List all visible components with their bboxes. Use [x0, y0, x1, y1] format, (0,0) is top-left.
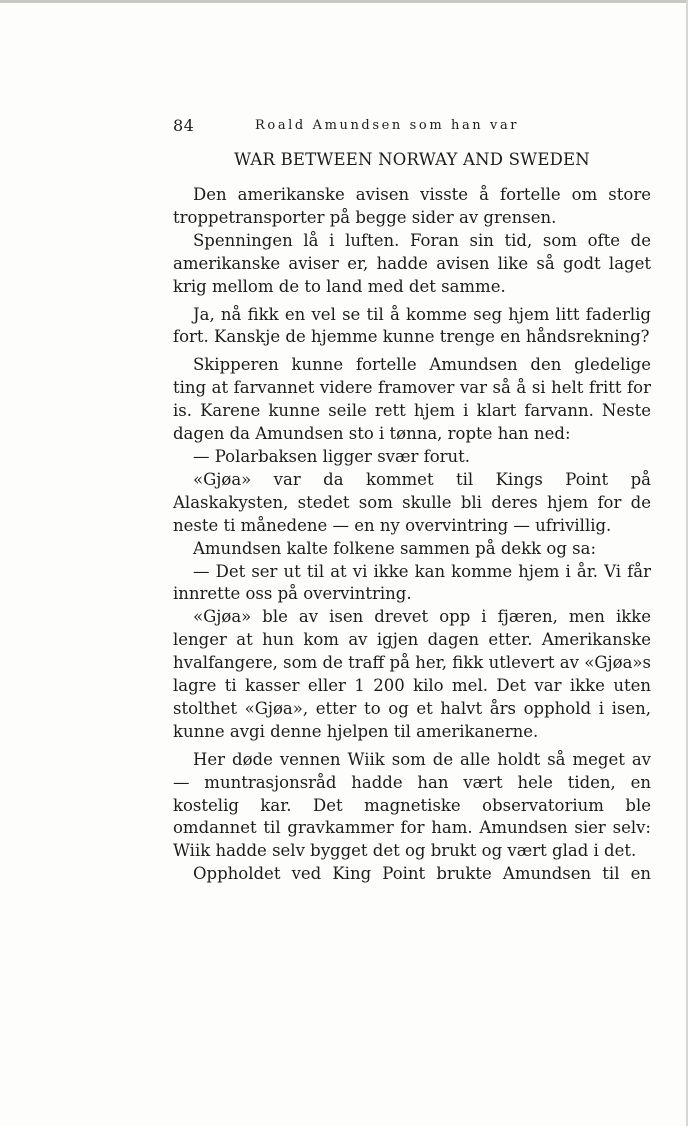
paragraph: Her døde vennen Wiik som de alle holdt så meget av — muntrasjonsråd hadde han vært hele tiden, en kostelig kar. Det magnetiske observatorium ble omdannet til gravkammer for ham. Amundsen sier selv: Wiik hadde selv bygget det og brukt og vært glad i det. [173, 749, 651, 861]
running-title: Roald Amundsen som han var [255, 118, 520, 133]
paragraph: Den amerikanske avisen visste å fortelle om store troppetransporter på begge sider av grensen. [173, 185, 651, 227]
paragraph: Spenningen lå i luften. Foran sin tid, som ofte de amerikanske aviser er, hadde avisen like så godt laget krig mellom de to land med det samme. [173, 230, 651, 296]
section-heading: WAR BETWEEN NORWAY AND SWEDEN [234, 150, 590, 169]
paragraph: Skipperen kunne fortelle Amundsen den gledelige ting at farvannet videre framover var så å si helt fritt for is. Karene kunne seile rett hjem i klart farvann. Neste dagen da Amundsen sto i tønna, ropte han ned: [173, 355, 651, 444]
page-number: 84 [173, 116, 195, 135]
body-text [173, 184, 651, 886]
paragraph: «Gjøa» ble av isen drevet opp i fjæren, men ikke lenger at hun kom av igjen dagen etter. Amerikanske hvalfangere, som de traff på her, fikk utlevert av «Gjøa»s lagre ti kasser eller 1 200 kilo mel. Det var ikke uten stolthet «Gjøa», etter to og et halvt års opphold i isen, kunne avgi denne hjelpen til amerikanerne. [173, 607, 651, 741]
paragraph: — Det ser ut til at vi ikke kan komme hjem i år. Vi får innrette oss på overvintring. [173, 561, 651, 604]
paragraph: «Gjøa» var da kommet til Kings Point på Alaskakysten, stedet som skulle bli deres hjem for de neste ti månedene — en ny overvintring — ufrivillig. [173, 469, 651, 535]
paragraph: Oppholdet ved King Point brukte Amundsen til en [193, 864, 651, 884]
paragraph: Amundsen kalte folkene sammen på dekk og sa: [193, 538, 597, 558]
paragraph: — Polarbaksen ligger svær forut. [193, 446, 471, 466]
page-top-edge [0, 0, 688, 3]
paragraph: Ja, nå fikk en vel se til å komme seg hjem litt faderlig fort. Kanskje de hjemme kunne trenge en håndsrekning? [173, 304, 651, 347]
